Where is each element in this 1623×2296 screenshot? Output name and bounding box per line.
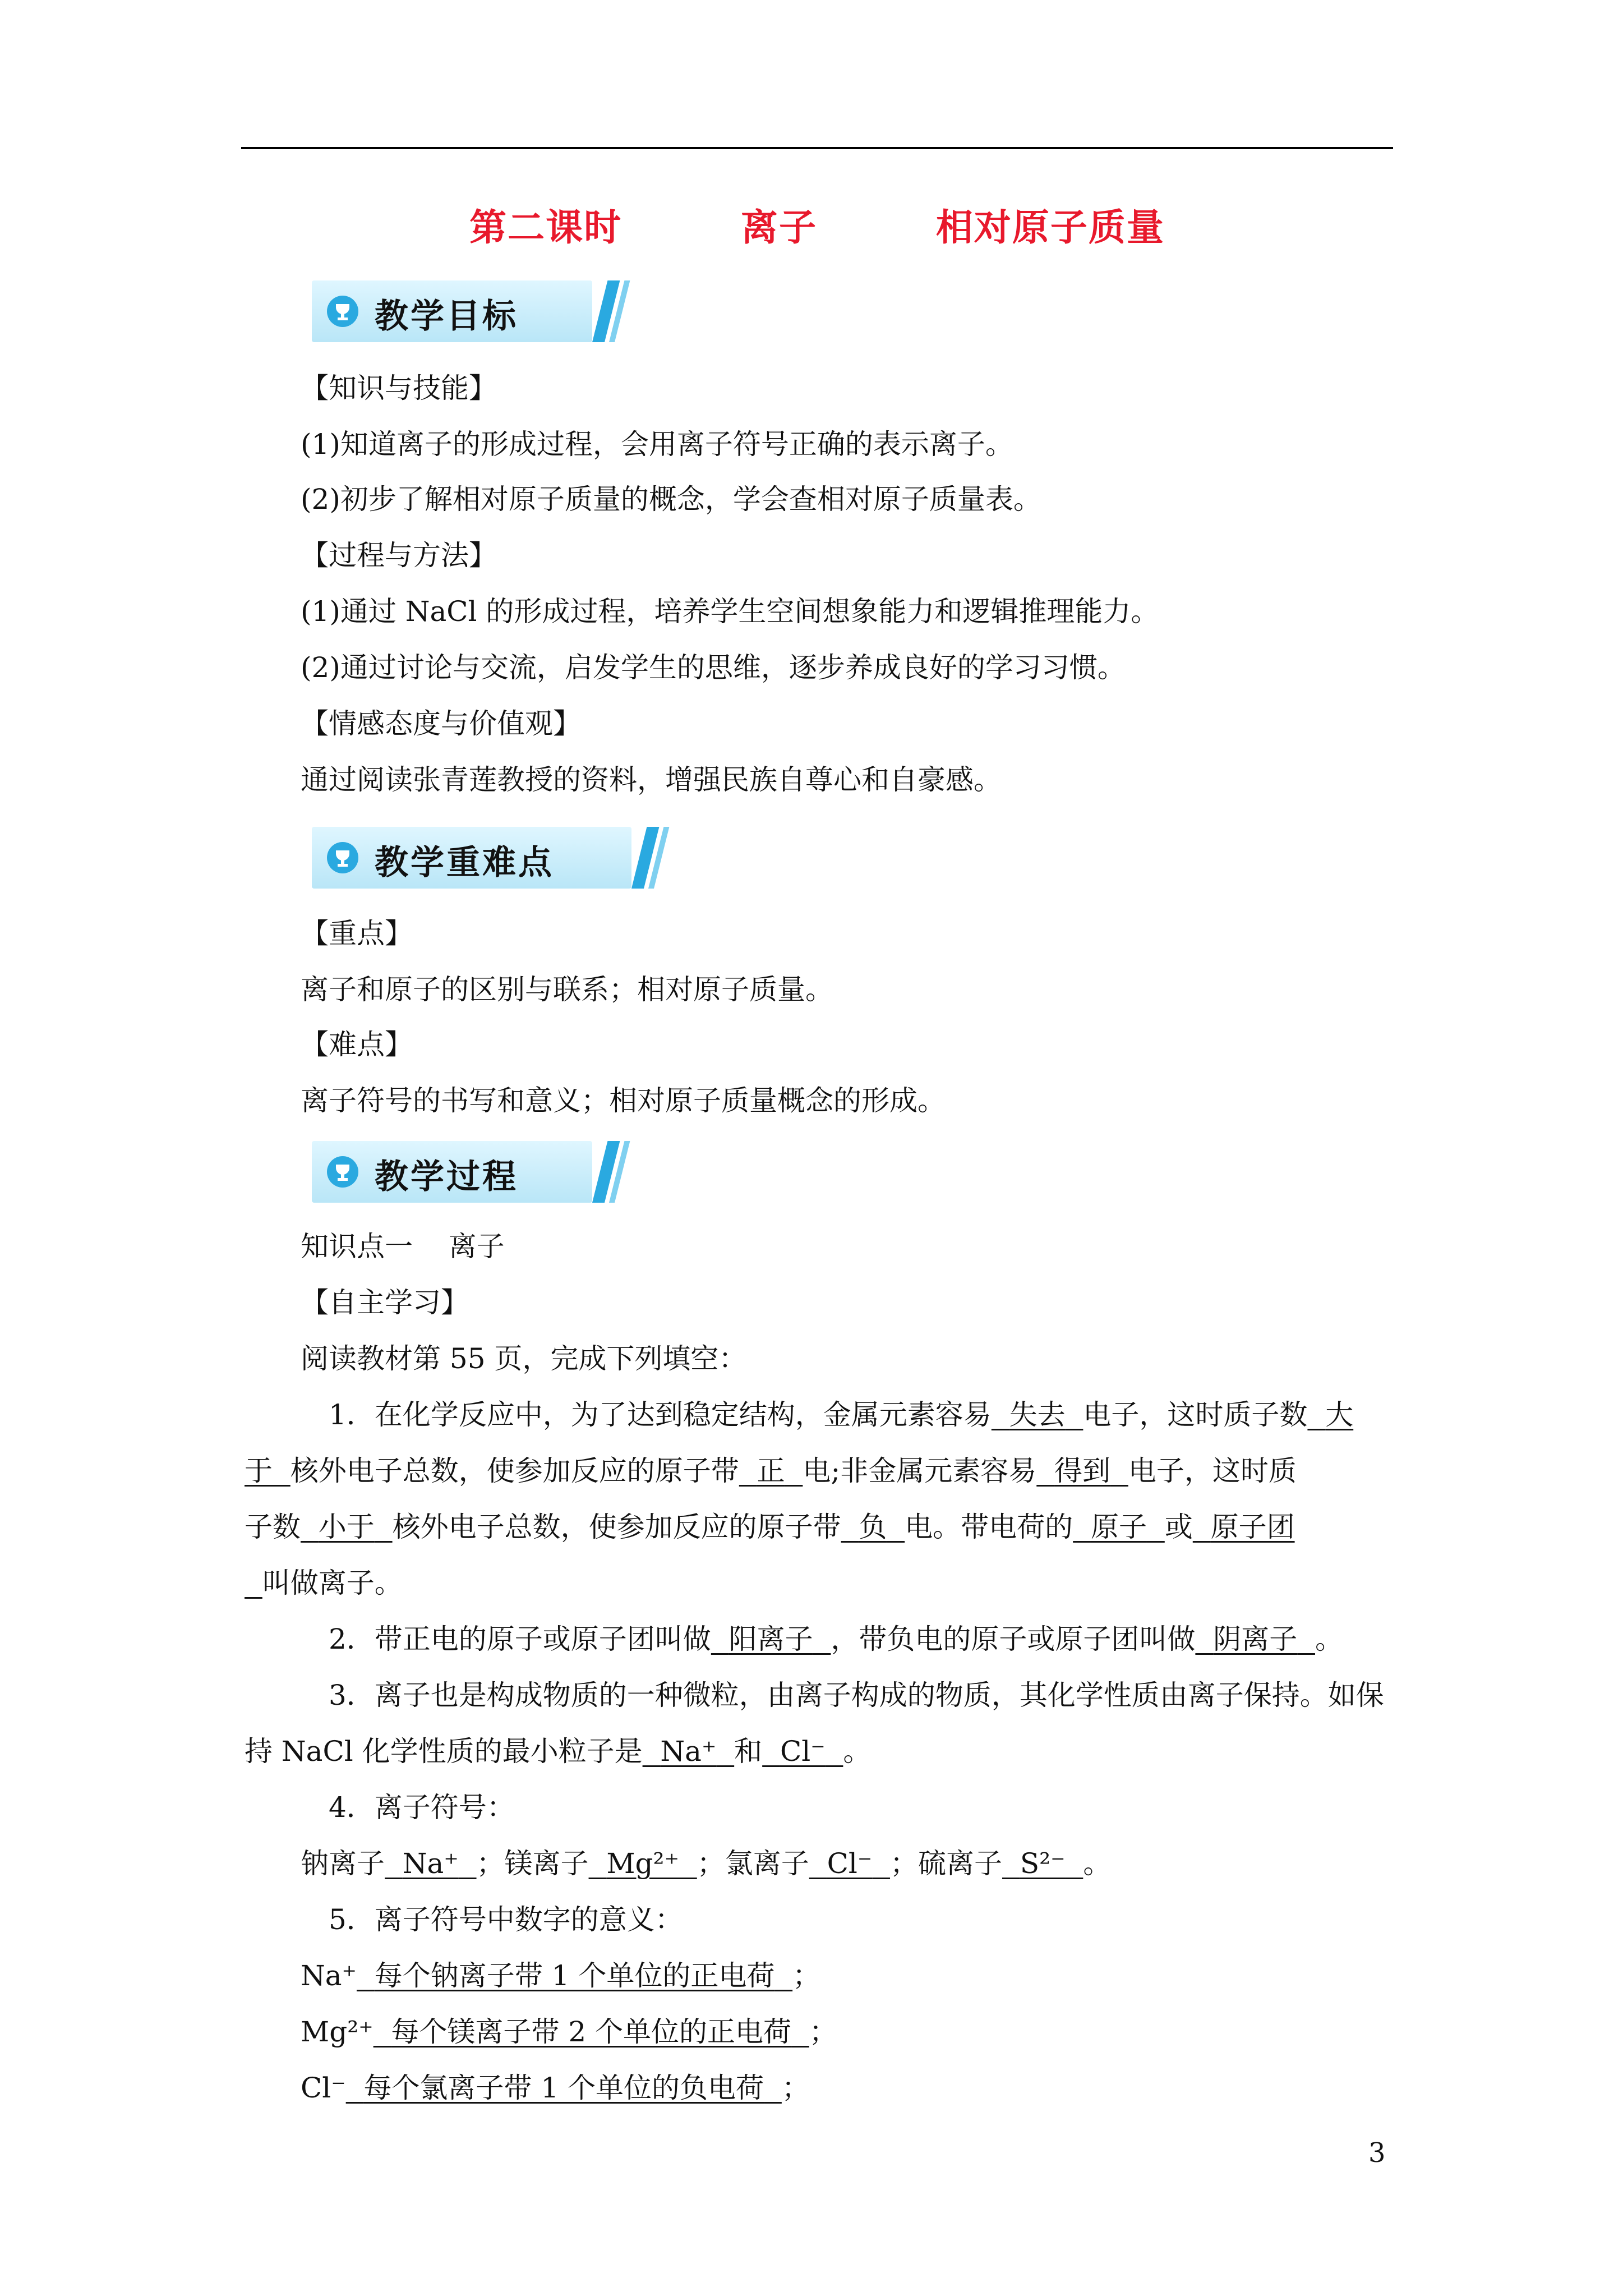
knowledge-point-title: 知识点一 离子 [301, 1230, 505, 1263]
heading-process-method: 【过程与方法】 [301, 539, 497, 572]
answer-blank: 小于 [318, 1511, 375, 1543]
answer-blank: Mg²⁺ [606, 1847, 679, 1880]
section-title: 教学目标 [375, 297, 518, 336]
trophy-icon [326, 1156, 359, 1188]
section-banner-process [312, 1141, 615, 1203]
question-3-line-1: 3．离子也是构成物质的一种微粒，由离子构成的物质，其化学性质由离子保持。如保 [329, 1679, 1384, 1711]
meaning-cl: Cl⁻ 每个氯离子带 1 个单位的负电荷 ； [301, 2072, 810, 2104]
text-line: 离子符号的书写和意义；相对原子质量概念的形成。 [301, 1084, 946, 1117]
trophy-icon [326, 295, 359, 328]
answer-blank: 失去 [1009, 1398, 1066, 1431]
text-line: (1)知道离子的形成过程，会用离子符号正确的表示离子。 [301, 428, 1013, 461]
answer-blank: Cl⁻ [780, 1735, 826, 1768]
header-rule [241, 147, 1393, 149]
section-title: 教学过程 [375, 1157, 518, 1197]
answer-blank: Na⁺ [660, 1735, 717, 1768]
meaning-mg: Mg²⁺ 每个镁离子带 2 个单位的正电荷 ； [301, 2016, 837, 2048]
heading-self-study: 【自主学习】 [301, 1286, 469, 1319]
heading-knowledge: 【知识与技能】 [301, 372, 497, 404]
answer-blank: 阴离子 [1213, 1623, 1298, 1655]
heading-difficulty: 【难点】 [301, 1028, 413, 1061]
answer-blank: 正 [757, 1455, 785, 1487]
answer-blank: 大 [1325, 1398, 1354, 1431]
answer-blank: Na⁺ [402, 1847, 459, 1880]
answer-blank: 每个镁离子带 2 个单位的正电荷 [391, 2016, 792, 2048]
answer-blank: 负 [859, 1511, 887, 1543]
question-1-line-2: 于 核外电子总数，使参加反应的原子带 正 电;非金属元素容易 得到 电子，这时质 [245, 1455, 1297, 1487]
answer-blank: 阳离子 [728, 1623, 813, 1655]
answer-blank: 每个氯离子带 1 个单位的负电荷 [363, 2072, 764, 2104]
answer-blank: 每个钠离子带 1 个单位的正电荷 [374, 1959, 775, 1992]
text-line: 离子和原子的区别与联系；相对原子质量。 [301, 973, 833, 1006]
text-line: (2)通过讨论与交流，启发学生的思维，逐步养成良好的学习习惯。 [301, 651, 1126, 684]
answer-blank: 于 [245, 1455, 273, 1487]
answer-blank: 原子团 [1210, 1511, 1295, 1543]
answer-blank: 得到 [1054, 1455, 1111, 1487]
trophy-icon [326, 841, 359, 874]
heading-key: 【重点】 [301, 917, 413, 950]
question-1-line-3: 子数 小于 核外电子总数，使参加反应的原子带 负 电。带电荷的 原子 或 原子团 [245, 1511, 1295, 1543]
answer-blank: 原子 [1090, 1511, 1147, 1543]
meaning-na: Na⁺ 每个钠离子带 1 个单位的正电荷 ； [301, 1959, 821, 1992]
question-4-answers: 钠离子 Na⁺ ；镁离子 Mg²⁺ ；氯离子 Cl⁻ ；硫离子 S²⁻ 。 [301, 1847, 1112, 1880]
question-2: 2．带正电的原子或原子团叫做 阳离子 ，带负电的原子或原子团叫做 阴离子 。 [329, 1623, 1343, 1655]
text-line: 阅读教材第 55 页，完成下列填空： [301, 1342, 747, 1375]
question-1-line-1: 1．在化学反应中，为了达到稳定结构，金属元素容易 失去 电子，这时质子数 大 [329, 1398, 1354, 1431]
question-4: 4．离子符号： [329, 1791, 515, 1824]
section-title: 教学重难点 [375, 843, 554, 882]
text-line: (1)通过 NaCl 的形成过程，培养学生空间想象能力和逻辑推理能力。 [301, 595, 1159, 628]
section-banner-objectives [312, 280, 615, 342]
question-5: 5．离子符号中数字的意义： [329, 1903, 683, 1936]
text-line: (2)初步了解相对原子质量的概念，学会查相对原子质量表。 [301, 483, 1041, 516]
section-banner-key-points [312, 827, 654, 889]
heading-values: 【情感态度与价值观】 [301, 707, 581, 740]
question-1-line-4: 叫做离子。 [262, 1567, 403, 1599]
answer-blank: Cl⁻ [827, 1847, 873, 1880]
answer-blank: S²⁻ [1020, 1847, 1066, 1880]
page-number: 3 [1368, 2137, 1386, 2169]
text-line: 通过阅读张青莲教授的资料，增强民族自尊心和自豪感。 [301, 763, 1002, 796]
question-3-line-2: 持 NaCl 化学性质的最小粒子是 Na⁺ 和 Cl⁻ 。 [245, 1735, 872, 1768]
page-title: 第二课时 离子 相对原子质量 [469, 206, 1165, 249]
